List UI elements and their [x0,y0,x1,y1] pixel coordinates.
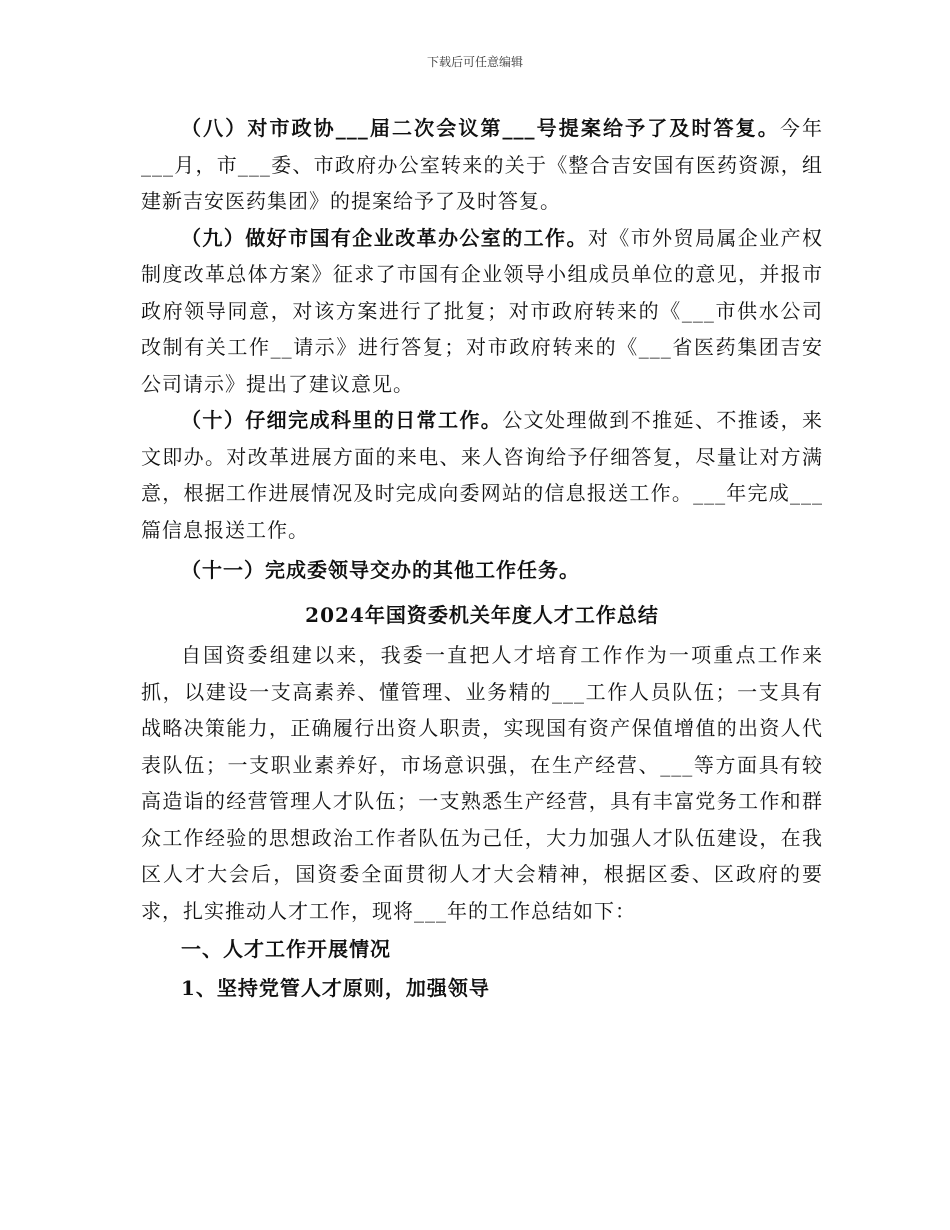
section-title: 2024年国资委机关年度人才工作总结 [305,602,659,627]
item-lead: （十）仔细完成科里的日常工作。 [181,408,503,432]
item-body: 今年___月，市___委、市政府办公室转来的关于《整合吉安国有医药资源，组建新吉安医药集团》的提案给予了及时答复。 [141,116,824,213]
item-lead: （八）对市政协___届二次会议第___号提案给予了及时答复。 [181,116,780,140]
item-paragraph-10 [141,402,823,548]
header-note: 下载后可任意编辑 [426,55,523,69]
item-lead: （十一）完成委领导交办的其他工作任务。 [181,558,580,582]
item-paragraph-11 [141,552,823,589]
item-body: 公文处理做到不推延、不推诿，来文即办。对改革进展方面的来电、来人咨询给予仔细答复，尽量让对方满意，根据工作进展情况及时完成向委网站的信息报送工作。___年完成___篇信息报送工作。 [141,408,824,542]
heading-level-1: 一、人才工作开展情况 [181,937,391,961]
item-paragraph-9 [141,220,823,403]
item-lead: （九）做好市国有企业改革办公室的工作。 [181,225,588,250]
item-paragraph-8 [141,110,823,220]
intro-paragraph: 自国资委组建以来，我委一直把人才培育工作作为一项重点工作来抓，以建设一支高素养、懂管理、业务精的___工作人员队伍；一支具有战略决策能力，正确履行出资人职责，实现国有资产保值增值的出资人代表队伍；一支职业素养好，市场意识强，在生产经营、___等方面具有较高造诣的经营管理人才队伍；一支熟悉生产经营，具有丰富党务工作和群众工作经验的思想政治工作者队伍为己任，大力加强人才队伍建设，在我区人才大会后，国资委全面贯彻人才大会精神，根据区委、区政府的要求，扎实推动人才工作，现将___年的工作总结如下： [141,643,823,923]
heading-level-2: 1、坚持党管人才原则，加强领导 [181,975,490,1000]
document-body [141,110,823,1006]
item-body: 对《市外贸局属企业产权制度改革总体方案》征求了市国有企业领导小组成员单位的意见，并报市政府领导同意，对该方案进行了批复；对市政府转来的《___市供水公司改制有关工作__请示》进行答复；对市政府转来的《___省医药集团吉安公司请示》提出了建议意见。 [141,225,824,396]
